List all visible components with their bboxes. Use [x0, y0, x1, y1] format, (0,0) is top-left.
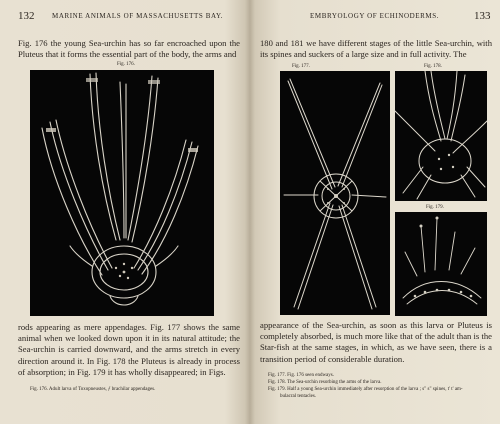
figure-178-illustration [395, 71, 487, 201]
figure-176-plate [30, 70, 214, 316]
body-text-bottom: rods appearing as mere appendages. Fig. 177 shows the same animal when we looked down upon it in its natural attitude; the Sea-urchin is carried downward, and the arms stretch in every direction around it. In Fig. 178 the Pluteus is already in process of absorption; in Fig. 179 it has wholly disappeared; in Figs. [18, 322, 240, 377]
figure-177-plate [280, 71, 390, 315]
figure-179-plate [395, 212, 487, 316]
figure-177-illustration [280, 71, 390, 315]
figure-caption-179-continued: bulacral tentacles. [280, 394, 317, 399]
figure-176-illustration [30, 70, 214, 316]
body-text-top: Fig. 176 the young Sea-urchin has so far encroached upon the Pluteus that it forms the essential part of the body, the arms and [18, 38, 240, 60]
figure-caption-178: Fig. 178. The Sea-urchin resorbing the arms of the larva. [268, 380, 382, 385]
running-head: MARINE ANIMALS OF MASSACHUSETTS BAY. [52, 12, 224, 20]
page-number: 133 [474, 10, 491, 22]
figure-label: Fig. 176. [117, 62, 135, 67]
body-text-top: 180 and 181 we have different stages of the little Sea-urchin, with its spines and suckers of a large size and in full activity. The [260, 38, 492, 60]
page-number: 132 [18, 10, 35, 22]
figure-caption-179: Fig. 179. Half a young Sea-urchin immediately after resorption of the larva ; s" s" spines, t' t' am- [268, 387, 463, 392]
figure-label-179: Fig. 179. [426, 205, 444, 210]
figure-178-plate [395, 71, 487, 201]
figure-label-177: Fig. 177. [292, 64, 310, 69]
figure-caption: Fig. 176. Adult larva of Toxopneustes, ƒ brachilar appendages. [30, 387, 156, 392]
body-text-bottom: appearance of the Sea-urchin, as soon as this larva or Pluteus is completely absorbed, is much more like that of the adult than is the Star-fish at the same stages, in which, as we have seen, there is a transition period of considerable duration. [260, 320, 492, 364]
figure-label-178: Fig. 178. [424, 64, 442, 69]
running-head: EMBRYOLOGY OF ECHINODERMS. [310, 12, 440, 20]
figure-179-illustration [395, 212, 487, 316]
right-page [252, 0, 500, 424]
figure-caption-177: Fig. 177. Fig. 176 seen endways. [268, 373, 334, 378]
